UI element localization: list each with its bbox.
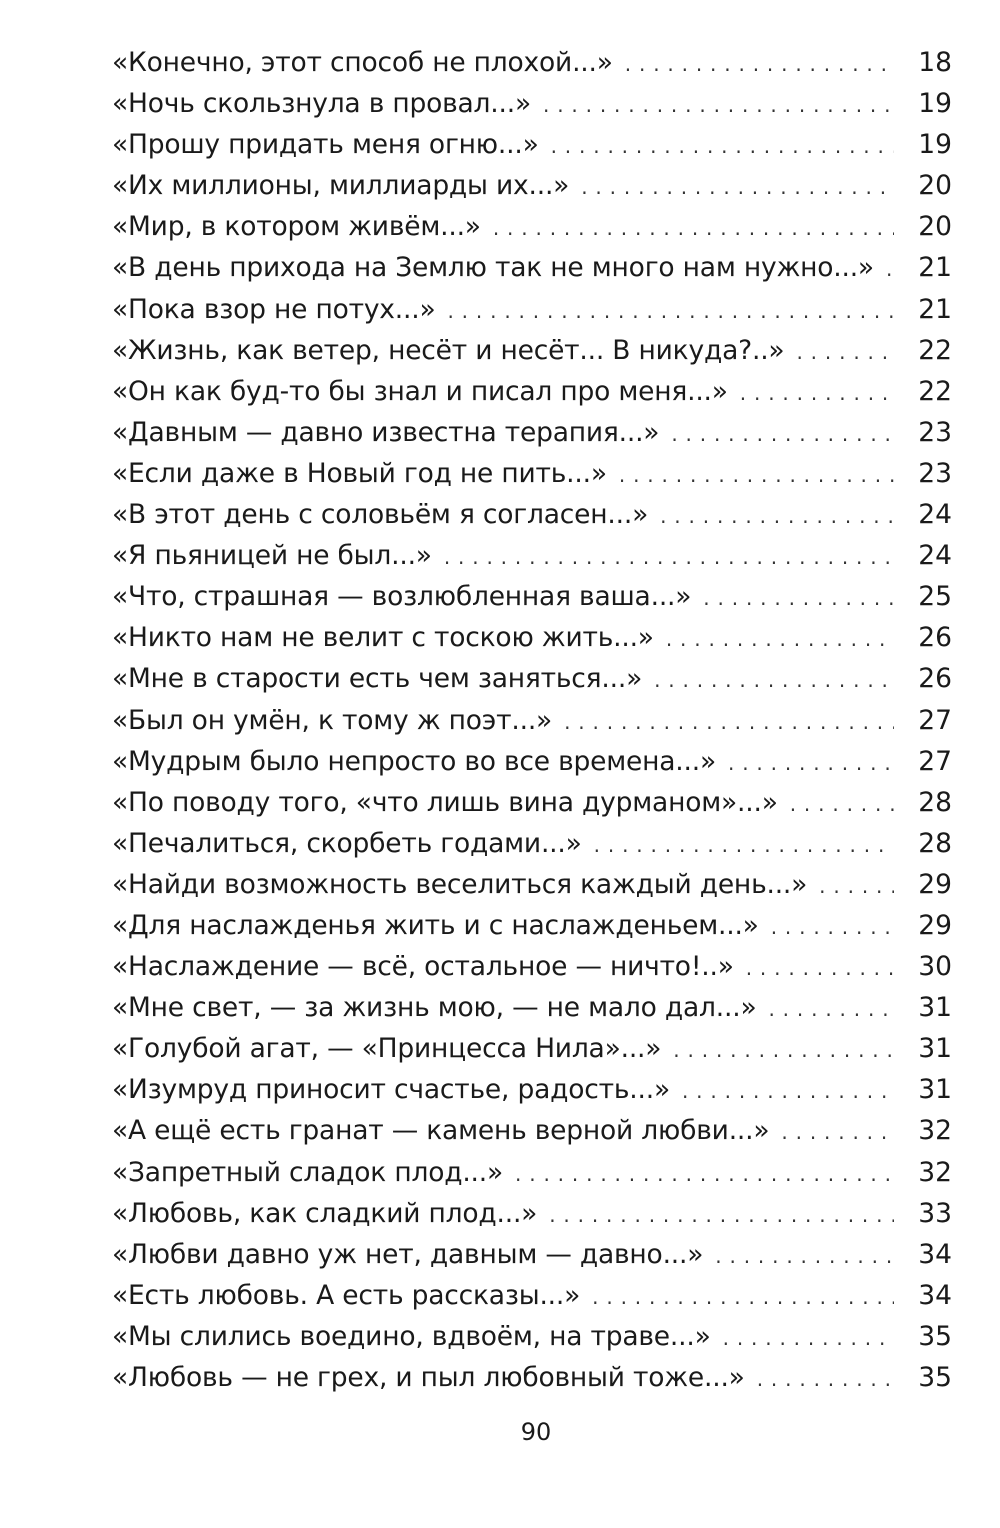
toc-entry [112,289,952,330]
toc-entry-page: 22 [918,334,952,366]
toc-entry-title: «Печалиться, скорбеть годами...» [112,827,582,859]
dot-leader [790,784,894,825]
toc-entry-title: «Их миллионы, миллиарды их...» [112,170,570,202]
toc-entry-title: «В этот день с соловьём я согласен...» [112,499,649,531]
toc-entry-page: 27 [918,704,952,736]
toc-entry [112,1193,952,1234]
toc-entry [112,206,952,247]
toc-entry-title: «Конечно, этот способ не плохой...» [112,47,613,78]
toc-entry [112,1275,952,1316]
toc-entry-page: 25 [918,581,952,613]
toc-entry-page: 19 [918,129,952,161]
dot-leader [594,825,894,866]
toc-entry-page: 21 [918,293,952,325]
toc-entry [112,247,952,288]
dot-leader [886,249,894,290]
dot-leader [654,660,894,701]
toc-entry-page: 24 [918,499,952,531]
toc-entry [112,412,952,453]
toc-entry-page: 23 [918,416,952,448]
toc-entry [112,987,952,1028]
toc-entry-title: «Прошу придать меня огню...» [112,129,539,161]
toc-entry [112,946,952,987]
toc-entry-title: «Наслаждение — всё, остальное — ничто!..» [112,951,734,983]
toc-entry-page: 34 [918,1279,952,1311]
toc-entry-page: 33 [918,1197,952,1229]
dot-leader [781,1112,894,1153]
dot-leader [723,1318,894,1359]
toc-entry-page: 18 [918,47,952,78]
dot-leader [493,208,894,249]
dot-leader [619,455,894,496]
dot-leader [673,1030,894,1071]
toc-entry [112,741,952,782]
dot-leader [757,1359,894,1400]
dot-leader [444,537,894,578]
dot-leader [682,1071,894,1112]
dot-leader [796,332,894,373]
dot-leader [660,496,894,537]
toc-entry [112,823,952,864]
toc-entry-title: «Изумруд приносит счастье, радость...» [112,1074,670,1106]
toc-entry [112,1110,952,1151]
toc-entry-page: 28 [918,786,952,818]
toc-entry-title: «А ещё есть гранат — камень верной любви...» [112,1115,770,1147]
dot-leader [703,578,894,619]
toc-entry [112,1234,952,1275]
toc-entry-title: «Любовь, как сладкий плод...» [112,1197,538,1229]
toc-entry-title: «Запретный сладок плод...» [112,1156,504,1188]
toc-entry-title: «Мудрым было непросто во все времена...» [112,745,716,777]
toc-entry [112,494,952,535]
dot-leader [819,866,894,907]
toc-entry-title: «Любви давно уж нет, давным — давно...» [112,1238,704,1270]
dot-leader [768,989,894,1030]
toc-entry-title: «Жизнь, как ветер, несёт и несёт... В никуда?..» [112,334,785,366]
toc-entry [112,658,952,699]
toc-entry-page: 20 [918,170,952,202]
toc-entry-page: 24 [918,540,952,572]
toc-entry-page: 26 [918,622,952,654]
dot-leader [740,373,894,414]
toc-entry [112,782,952,823]
toc-entry-title: «Если даже в Новый год не пить...» [112,457,607,489]
dot-leader [581,167,894,208]
toc-entry-page: 20 [918,211,952,243]
dot-leader [564,702,894,743]
toc-entry-title: «В день прихода на Землю так не много нам нужно...» [112,252,874,284]
toc-entry-title: «Никто нам не велит с тоскою жить...» [112,622,654,654]
toc-entry-title: «Ночь скользнула в провал...» [112,88,531,120]
toc-entry [112,453,952,494]
toc-entry [112,617,952,658]
toc-entry [112,864,952,905]
toc-entry-page: 31 [918,992,952,1024]
toc-entry [112,1028,952,1069]
toc-entry-title: «Давным — давно известна терапия...» [112,416,660,448]
toc-entry-page: 35 [918,1320,952,1352]
toc-entry-title: «Мне свет, — за жизнь мою, — не мало дал...» [112,992,757,1024]
toc-entry-page: 29 [918,909,952,941]
toc-entry-title: «Мир, в котором живём...» [112,211,481,243]
table-of-contents [112,42,952,1398]
toc-entry-title: «Он как буд-то бы знал и писал про меня...» [112,375,728,407]
page-number: 90 [520,1418,552,1446]
dot-leader [671,414,894,455]
toc-entry [112,1152,952,1193]
toc-entry-page: 34 [918,1238,952,1270]
toc-entry [112,165,952,206]
toc-entry-page: 29 [918,868,952,900]
toc-entry-title: «Что, страшная — возлюбленная ваша...» [112,581,692,613]
toc-entry-page: 35 [918,1362,952,1393]
toc-entry-title: «По поводу того, «что лишь вина дурманом»...» [112,786,778,818]
dot-leader [447,291,894,332]
dot-leader [549,1195,894,1236]
toc-entry-page: 21 [918,252,952,284]
toc-entry [112,330,952,371]
toc-entry-page: 30 [918,951,952,983]
dot-leader [543,85,894,126]
toc-entry-title: «Пока взор не потух...» [112,293,436,325]
toc-entry [112,371,952,412]
toc-entry-page: 31 [918,1074,952,1106]
toc-entry-title: «Был он умён, к тому ж поэт...» [112,704,553,736]
toc-entry-title: «Любовь — не грех, и пыл любовный тоже...» [112,1362,745,1393]
toc-entry-title: «Мы слились воедино, вдвоём, на траве...» [112,1320,711,1352]
toc-entry-page: 27 [918,745,952,777]
toc-entry-page: 32 [918,1156,952,1188]
toc-entry-title: «Есть любовь. А есть рассказы...» [112,1279,581,1311]
toc-entry-title: «Голубой агат, — «Принцесса Нила»...» [112,1033,662,1065]
toc-entry [112,576,952,617]
toc-entry-page: 32 [918,1115,952,1147]
dot-leader [515,1154,894,1195]
dot-leader [728,743,894,784]
dot-leader [771,907,894,948]
toc-entry [112,83,952,124]
toc-entry [112,535,952,576]
toc-entry-page: 28 [918,827,952,859]
dot-leader [592,1277,894,1318]
toc-entry [112,1357,952,1398]
toc-entry-page: 22 [918,375,952,407]
toc-entry-title: «Для наслажденья жить и с наслажденьем...» [112,909,759,941]
toc-entry [112,124,952,165]
toc-entry [112,1316,952,1357]
toc-entry [112,42,952,83]
dot-leader [715,1236,894,1277]
toc-entry-title: «Найди возможность веселиться каждый день...» [112,868,808,900]
dot-leader [666,619,894,660]
dot-leader [551,126,894,167]
toc-entry-title: «Мне в старости есть чем заняться...» [112,663,643,695]
toc-entry-title: «Я пьяницей не был...» [112,540,432,572]
toc-entry-page: 31 [918,1033,952,1065]
toc-entry-page: 19 [918,88,952,120]
toc-entry-page: 23 [918,457,952,489]
dot-leader [625,44,894,85]
toc-entry [112,905,952,946]
toc-entry [112,1069,952,1110]
toc-entry-page: 26 [918,663,952,695]
dot-leader [746,948,894,989]
toc-entry [112,700,952,741]
